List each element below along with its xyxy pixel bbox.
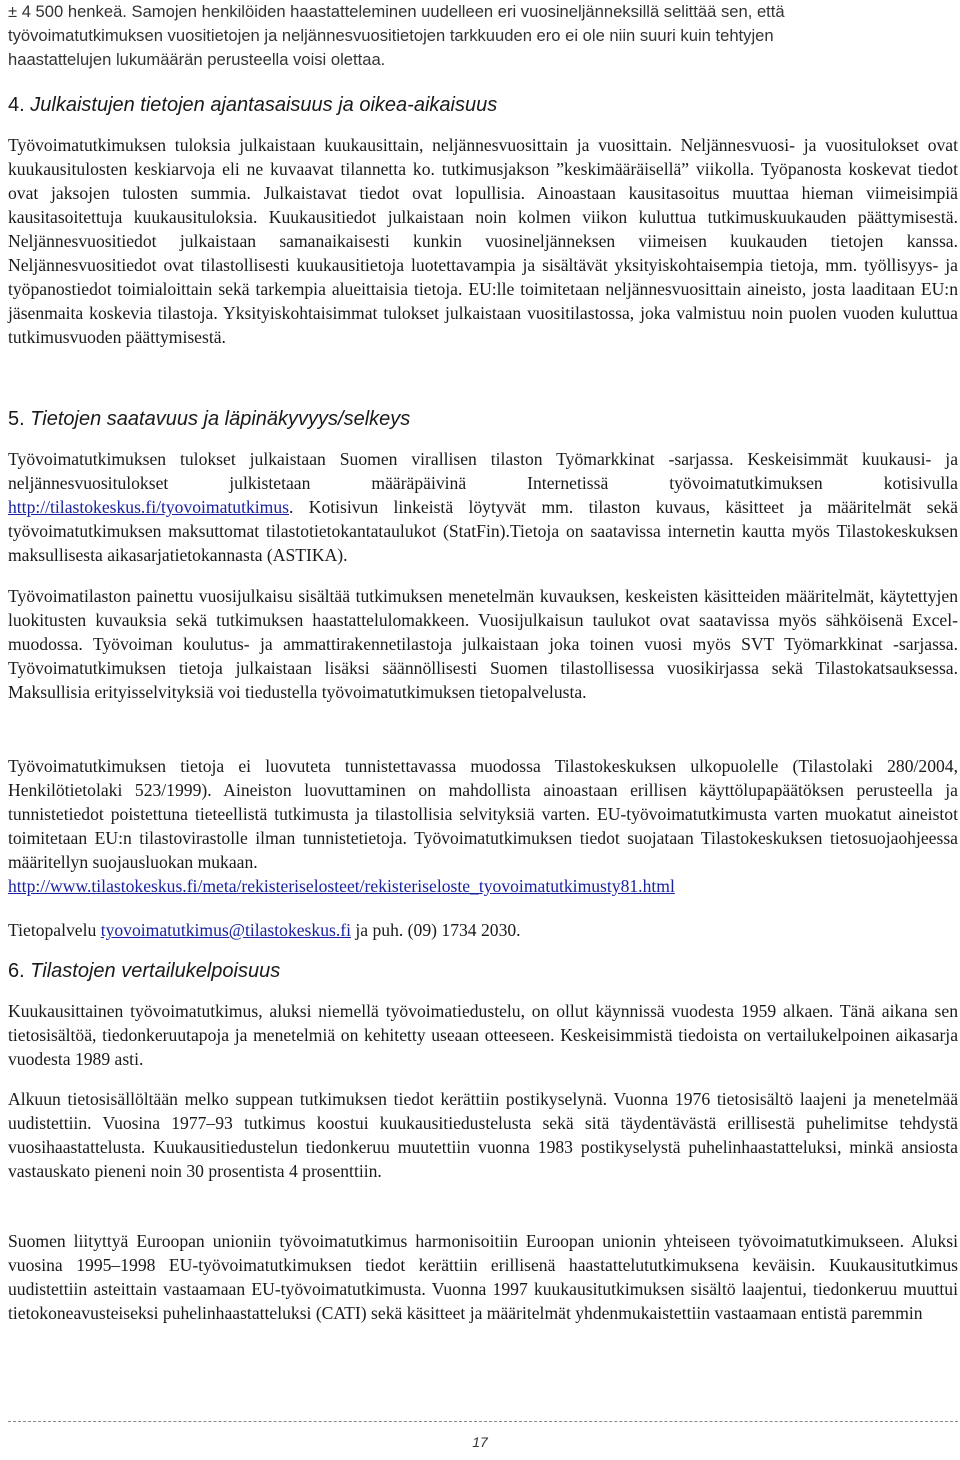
tyovoimatutkimus-homepage-link[interactable]: http://tilastokeskus.fi/tyovoimatutkimus <box>8 497 290 517</box>
section-5-heading <box>8 406 958 432</box>
section-5-p1-text-a: Työvoimatutkimuksen tulokset julkaistaan Suomen virallisen tilaston Työmarkkinat -sarjassa. Keskeisimmät kuukausi- ja neljännesvuositulokset julkistetaan määräpäivinä Internetissä työvoimatutkimuksen kotisivulla <box>8 449 958 493</box>
tietopalvelu-email-link[interactable]: tyovoimatutkimus@tilastokeskus.fi <box>100 920 351 940</box>
tietopalvelu-phone: ja puh. (09) 1734 2030. <box>351 920 521 940</box>
section-5-paragraph-2: Työvoimatilaston painettu vuosijulkaisu sisältää tutkimuksen menetelmän kuvauksen, keskeisten käsitteiden määritelmät, käytettyjen luokitusten kuvauksia sekä tutkimuksen haastattelulomakkeen. Vuosijulkaisun taulukot ovat saatavissa myös sähköisenä Excel-muodossa. Työvoiman koulutus- ja ammattirakennetilastoja julkaistaan joka toinen vuosi myös SVT Työmarkkinat -sarjassa. Työvoimatutkimuksen tietoja julkaistaan lisäksi säännöllisesti Suomen tilastollisessa vuosikirjassa sekä Tilastokatsauksessa. Maksullisia erityisselvityksiä voi tiedustella työvoimatutkimuksen tietopalvelusta. <box>8 586 958 702</box>
page-number: 17 <box>472 1434 488 1450</box>
section-4-heading <box>8 92 958 118</box>
section-5-paragraph-1 <box>8 447 958 567</box>
section-6-paragraph-2: Alkuun tietosisällöltään melko suppean tutkimuksen tiedot kerättiin postikyselynä. Vuonna 1976 tietosisältö laajeni ja menetelmää uudistettiin. Vuosina 1977–93 tutkimus koostui kuukausitiedustelusta sekä sitä täydentävästä erillisestä puhelimitse tehdystä vuosihaastattelusta. Kuukausitiedustelun tiedonkeruu muutettiin vuonna 1983 postikyselystä puhelinhaastatteluksi, minkä ansiosta vastauskato pieneni noin 30 prosentista 4 prosenttiin. <box>8 1089 958 1181</box>
section-4-number: 4. <box>8 94 25 116</box>
section-6-number: 6. <box>8 960 25 982</box>
section-6-paragraph-1: Kuukausittainen työvoimatutkimus, aluksi niemellä työvoimatiedustelu, on ollut käynnissä vuodesta 1959 alkaen. Tänä aikana sen tietosisältöä, tiedonkeruutapoja ja menetelmiä on kehitetty useaan otteeseen. Keskeisimmistä tiedoista on vertailukelpoinen aikasarja vuodesta 1989 asti. <box>8 1001 958 1069</box>
section-4-paragraph: Työvoimatutkimuksen tuloksia julkaistaan kuukausittain, neljännesvuosittain ja vuosittain. Neljännesvuosi- ja vuositulokset ovat kuukausitulosten keskiarvoja eli ne kuvaavat tilannetta ko. tutkimusjakson ”keskimääräisellä” viikolla. Työpanosta koskevat tiedot ovat jaksojen tulosten summia. Julkaistavat tiedot ovat lopullisia. Ainoastaan kausitasoitus muuttaa hieman viimeisimpiä kausitasoitettuja kuukausituloksia. Kuukausitiedot julkaistaan noin kolmen viikon kuluttua tutkimuskuukauden päättymisestä. Neljännesvuositiedot julkaistaan samanaikaisesti kunkin vuosineljänneksen viimeisen kuukauden tietojen kanssa. Neljännesvuositiedot ovat tilastollisesti kuukausitietoja luotettavampia ja sisältävät yksityiskohtaisempia tietoja, mm. työllisyys- ja työpanostiedot toimialoittain sekä tarkempia alueittaisia tietoja. EU:lle toimitetaan neljännesvuosittain aineisto, josta laaditaan EU:n jäsenmaita koskevia tilastoja. Yksityiskohtaisimmat tulokset julkaistaan vuositilastossa, joka valmistuu noin puolen vuoden kuluttua tutkimusvuoden päättymisestä. <box>8 135 958 347</box>
section-5-paragraph-4 <box>8 918 958 942</box>
section-5-paragraph-3-link-line <box>8 874 958 898</box>
section-6-heading <box>8 958 958 984</box>
intro-paragraph <box>8 0 958 72</box>
section-5-number: 5. <box>8 408 25 430</box>
tietopalvelu-label: Tietopalvelu <box>8 920 101 940</box>
section-5-p1-text-b: . Kotisivun linkeistä löytyvät mm. tilaston kuvaus, käsitteet ja määritelmät sekä työvoimatutkimuksen maksuttomat tilastotietokantataulukot (StatFin).Tietoja on saatavissa internetin kautta myös Tilastokeskuksen maksullisesta aikasarjatietokannasta (ASTIKA). <box>8 497 958 565</box>
footer-divider <box>8 1421 958 1422</box>
rekisteriseloste-link[interactable]: http://www.tilastokeskus.fi/meta/rekisteriselosteet/rekisteriseloste_tyovoimatutkimusty81.html <box>8 876 675 896</box>
intro-line-2: työvoimatutkimuksen vuositietojen ja neljännesvuositietojen tarkkuuden ero ei ole niin suuri kuin tehtyjen <box>8 26 774 45</box>
section-4-title: Julkaistujen tietojen ajantasaisuus ja oikea-aikaisuus <box>30 94 498 116</box>
section-6-paragraph-3: Suomen liityttyä Euroopan unioniin työvoimatutkimus harmonisoitiin Euroopan unionin yhteiseen työvoimatutkimukseen. Aluksi vuosina 1995–1998 EU-työvoimatutkimuksen tiedot kerättiin erillisenä haastattelututkimuksena keväisin. Kuukausitutkimus uudistettiin asteittain vastaamaan EU-työvoimatutkimusta. Vuonna 1997 kuukausitutkimuksen sisältö laajentui, tiedonkeruu muuttui tietokoneavusteiseksi puhelinhaastatteluksi (CATI) sekä käsitteet ja määritelmät yhdenmukaistettiin vastaamaan entistä paremmin <box>8 1231 958 1323</box>
section-6-title: Tilastojen vertailukelpoisuus <box>30 960 281 982</box>
section-5-title: Tietojen saatavuus ja läpinäkyvyys/selkeys <box>30 408 411 430</box>
intro-line-1: ± 4 500 henkeä. Samojen henkilöiden haastatteleminen uudelleen eri vuosineljänneksillä selittää sen, että <box>8 2 785 21</box>
intro-line-3: haastattelujen lukumäärän perusteella voisi olettaa. <box>8 50 386 69</box>
section-5-paragraph-3: Työvoimatutkimuksen tietoja ei luovuteta tunnistettavassa muodossa Tilastokeskuksen ulkopuolelle (Tilastolaki 280/2004, Henkilötietolaki 523/1999). Aineiston luovuttaminen on mahdollista ainoastaan erillisen käyttölupapäätöksen perusteella ja tunnistetiedot poistettuna tieteellistä tutkimusta ja tilastollisia selvityksiä varten. EU-työvoimatutkimusta varten muokatut aineistot toimitetaan EU:n tilastovirastolle ilman tunnistetietoja. Työvoimatutkimuksen tiedot suojataan Tilastokeskuksen tietosuojaohjeessa määritellyn suojausluokan mukaan. <box>8 756 958 872</box>
